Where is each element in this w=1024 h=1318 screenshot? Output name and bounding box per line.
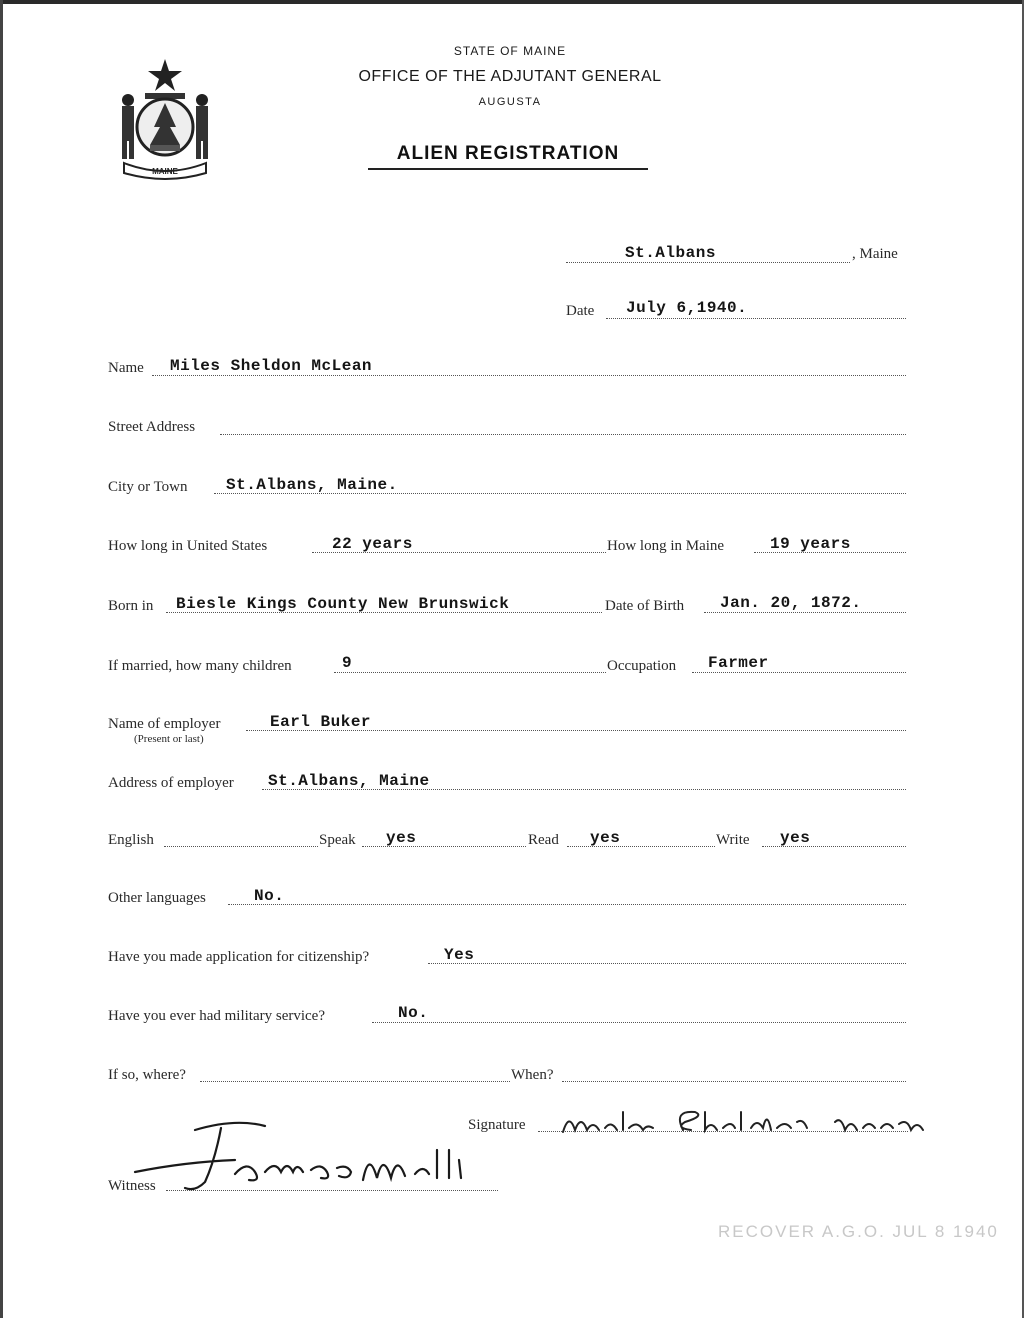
date-of-birth-line [704, 612, 906, 613]
occupation-value: Farmer [708, 654, 769, 672]
header-state: STATE OF MAINE [453, 44, 567, 58]
place-suffix: , Maine [852, 246, 898, 262]
read-value: yes [590, 829, 621, 847]
employer-address-label: Address of employer [108, 775, 234, 791]
state-seal-icon [110, 55, 220, 180]
date-line [606, 318, 906, 319]
header-office: OFFICE OF THE ADJUTANT GENERAL [358, 68, 662, 85]
form-title: ALIEN REGISTRATION [368, 143, 648, 170]
born-in-label: Born in [108, 598, 154, 614]
occupation-label: Occupation [607, 658, 677, 674]
page-left-edge [0, 0, 3, 1318]
name-label: Name [108, 360, 144, 376]
date-value: July 6,1940. [626, 299, 748, 317]
how-long-us-label: How long in United States [108, 538, 268, 554]
date-label: Date [566, 303, 595, 319]
date-of-birth-value: Jan. 20, 1872. [720, 594, 862, 612]
other-languages-label: Other languages [108, 890, 206, 906]
military-value: No. [398, 1004, 429, 1022]
page-top-edge [0, 0, 1024, 4]
speak-value: yes [386, 829, 417, 847]
write-label: Write [716, 832, 750, 848]
street-address-label: Street Address [108, 419, 196, 435]
name-value: Miles Sheldon McLean [170, 357, 373, 375]
name-line [152, 375, 906, 376]
if-so-where-label: If so, where? [108, 1067, 186, 1083]
children-value: 9 [342, 654, 353, 672]
place-value: St.Albans [625, 244, 716, 262]
street-address-line [220, 434, 906, 435]
city-label: City or Town [108, 479, 188, 495]
employer-label: Name of employer [108, 716, 221, 732]
military-line [372, 1022, 906, 1023]
employer-address-value: St.Albans, Maine [268, 772, 430, 790]
other-languages-value: No. [254, 887, 285, 905]
citizenship-line [428, 963, 906, 964]
witness-label: Witness [108, 1178, 156, 1194]
occupation-line [692, 672, 906, 673]
children-label: If married, how many children [108, 658, 292, 674]
how-long-us-value: 22 years [332, 535, 413, 553]
employer-sublabel: (Present or last) [134, 733, 204, 745]
seal-motto: MAINE [152, 167, 178, 176]
military-label: Have you ever had military service? [108, 1008, 325, 1024]
how-long-maine-label: How long in Maine [607, 538, 725, 554]
how-long-maine-value: 19 years [770, 535, 851, 553]
english-line [164, 846, 318, 847]
received-stamp: RECOVER A.G.O. JUL 8 1940 [718, 1222, 999, 1241]
other-languages-line [228, 904, 906, 905]
signature-handwriting [545, 1100, 955, 1145]
speak-label: Speak [319, 832, 356, 848]
place-line [566, 262, 850, 263]
city-value: St.Albans, Maine. [226, 476, 398, 494]
witness-handwriting [125, 1110, 495, 1200]
if-so-when-label: When? [511, 1067, 554, 1083]
born-in-value: Biesle Kings County New Brunswick [176, 595, 510, 613]
signature-label: Signature [468, 1117, 526, 1133]
date-of-birth-label: Date of Birth [605, 598, 685, 614]
header-city: AUGUSTA [478, 96, 542, 108]
english-label: English [108, 832, 154, 848]
employer-value: Earl Buker [270, 713, 372, 731]
write-value: yes [780, 829, 811, 847]
citizenship-label: Have you made application for citizenship? [108, 949, 370, 965]
citizenship-value: Yes [444, 946, 475, 964]
read-label: Read [528, 832, 559, 848]
if-so-where-line [200, 1081, 510, 1082]
if-so-when-line [562, 1081, 906, 1082]
children-line [334, 672, 606, 673]
